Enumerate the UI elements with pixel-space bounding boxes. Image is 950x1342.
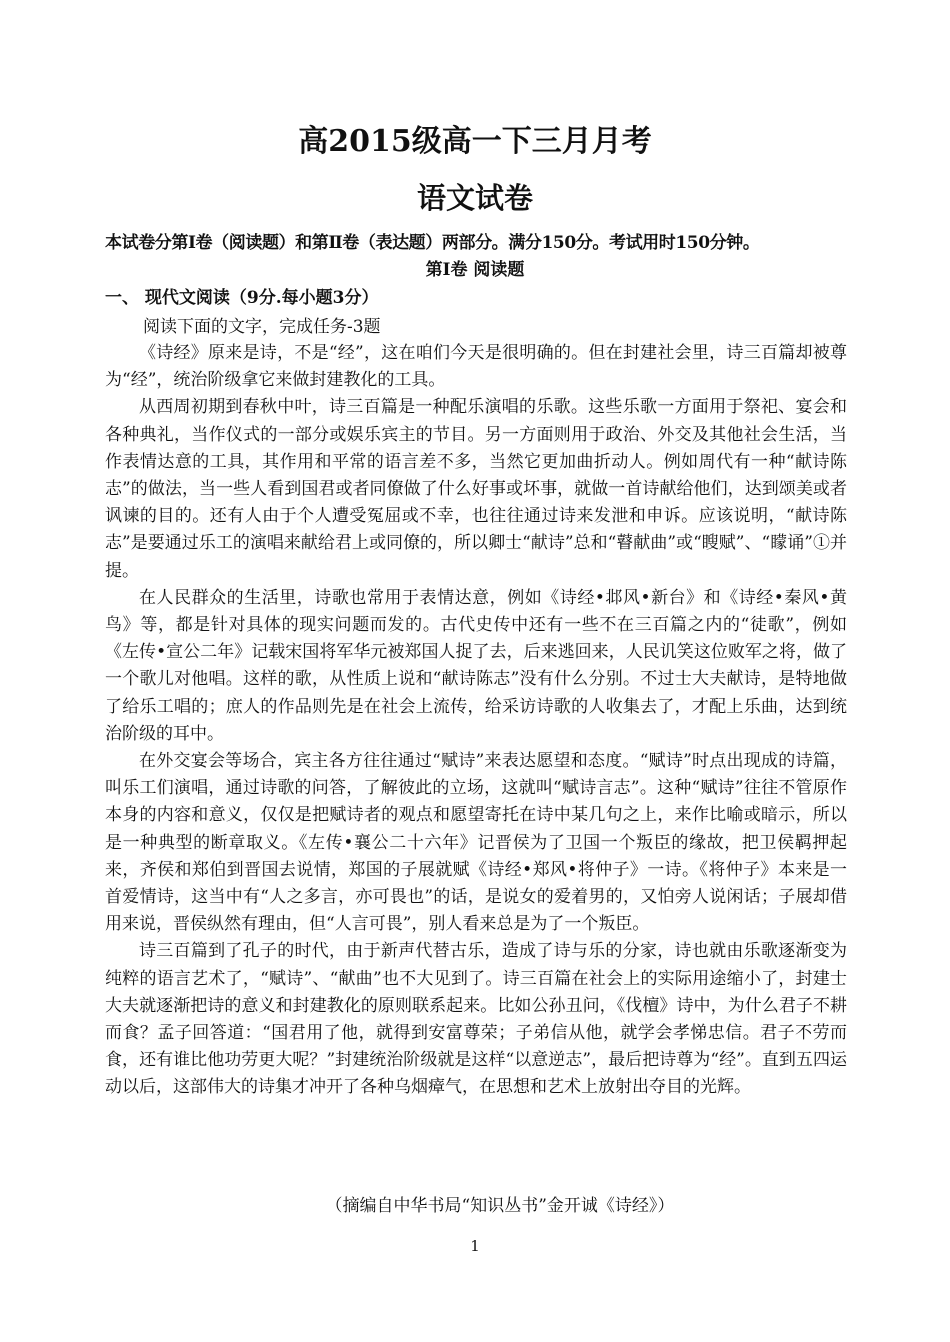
exam-subtitle: 语文试卷 <box>416 181 533 215</box>
section-heading: 一、 现代文阅读（9分.每小题3分） <box>105 288 379 308</box>
task-instruction: 阅读下面的文字，完成任务-3题 <box>143 317 381 337</box>
passage-paragraph: 在外交宴会等场合，宾主各方往往通过“赋诗”来表达愿望和态度。“赋诗”时点出现成的诗篇，叫乐工们演唱，通过诗歌的问答，了解彼此的立场，这就叫“赋诗言志”。这种“赋诗”往往不管原作本身的内容和意义，仅仅是把赋诗者的观点和愿望寄托在诗中某几句之上，来作比喻或暗示，所以是一种典型的断章取义。《左传•襄公二十六年》记晋侯为了卫国一个叛臣的缘故，把卫侯羁押起来，齐侯和郑伯到晋国去说情，郑国的子展就赋《诗经•郑风•将仲子》一诗。《将仲子》本来是一首爱情诗，这当中有“人之多言，亦可畏也”的话，是说女的爱着男的，又怕旁人说闲话；子展却借用来说，晋侯纵然有理由，但“人言可畏”，别人看来总是为了一个叛臣。 <box>105 751 847 935</box>
exam-title: 高2015级高一下三月月考 <box>298 124 652 159</box>
passage-paragraph: 从西周初期到春秋中叶，诗三百篇是一种配乐演唱的乐歌。这些乐歌一方面用于祭祀、宴会和各种典礼，当作仪式的一部分或娱乐宾主的节目。另一方面则用于政治、外交及其他社会生活，当作表情达意的工具，其作用和平常的语言差不多，当然它更加曲折动人。例如周代有一种“献诗陈志”的做法，当一些人看到国君或者同僚做了什么好事或坏事，就做一首诗献给他们，达到颂美或者讽谏的目的。还有人由于个人遭受冤屈或不幸，也往往通过诗来发泄和申诉。应该说明，“献诗陈志”是要通过乐工的演唱来献给君上或同僚的，所以卿士“献诗”总和“瞽献曲”或“瞍赋”、“矇诵”①并提。 <box>105 397 847 581</box>
exam-instructions: 本试卷分第Ⅰ卷（阅读题）和第Ⅱ卷（表达题）两部分。满分150分。考试用时150分钟。 <box>105 233 760 253</box>
source-note: （摘编自中华书局“知识丛书”金开诚《诗经》） <box>325 1196 675 1216</box>
volume-heading: 第Ⅰ卷 阅读题 <box>425 260 525 280</box>
passage-paragraph: 在人民群众的生活里，诗歌也常用于表情达意，例如《诗经•邶风•新台》和《诗经•秦风•黄鸟》等，都是针对具体的现实问题而发的。古代史传中还有一些不在三百篇之内的“徒歌”，例如《左传•宣公二年》记载宋国将军华元被郑国人捉了去，后来逃回来，人民讥笑这位败军之将，做了一个歌儿对他唱。这样的歌，从性质上说和“献诗陈志”没有什么分别。不过士大夫献诗，是特地做了给乐工唱的；庶人的作品则先是在社会上流传，给采访诗歌的人收集去了，才配上乐曲，达到统治阶级的耳中。 <box>105 587 847 744</box>
passage-paragraph: 诗三百篇到了孔子的时代，由于新声代替古乐，造成了诗与乐的分家，诗也就由乐歌逐渐变为纯粹的语言艺术了，“赋诗”、“献曲”也不大见到了。诗三百篇在社会上的实际用途缩小了，封建士大夫就逐渐把诗的意义和封建教化的原则联系起来。比如公孙丑问，《伐檀》诗中，为什么君子不耕而食？孟子回答道：“国君用了他，就得到安富尊荣；子弟信从他，就学会孝悌忠信。君子不劳而食，还有谁比他功劳更大呢？”封建统治阶级就是这样“以意逆志”，最后把诗尊为“经”。直到五四运动以后，这部伟大的诗集才冲开了各种乌烟瘴气，在思想和艺术上放射出夺目的光辉。 <box>105 941 847 1098</box>
passage-paragraph: 《诗经》原来是诗，不是“经”，这在咱们今天是很明确的。但在封建社会里，诗三百篇却被尊为“经”，统治阶级拿它来做封建教化的工具。 <box>105 343 847 391</box>
page-number: 1 <box>470 1237 480 1255</box>
reading-passage <box>105 340 847 1102</box>
